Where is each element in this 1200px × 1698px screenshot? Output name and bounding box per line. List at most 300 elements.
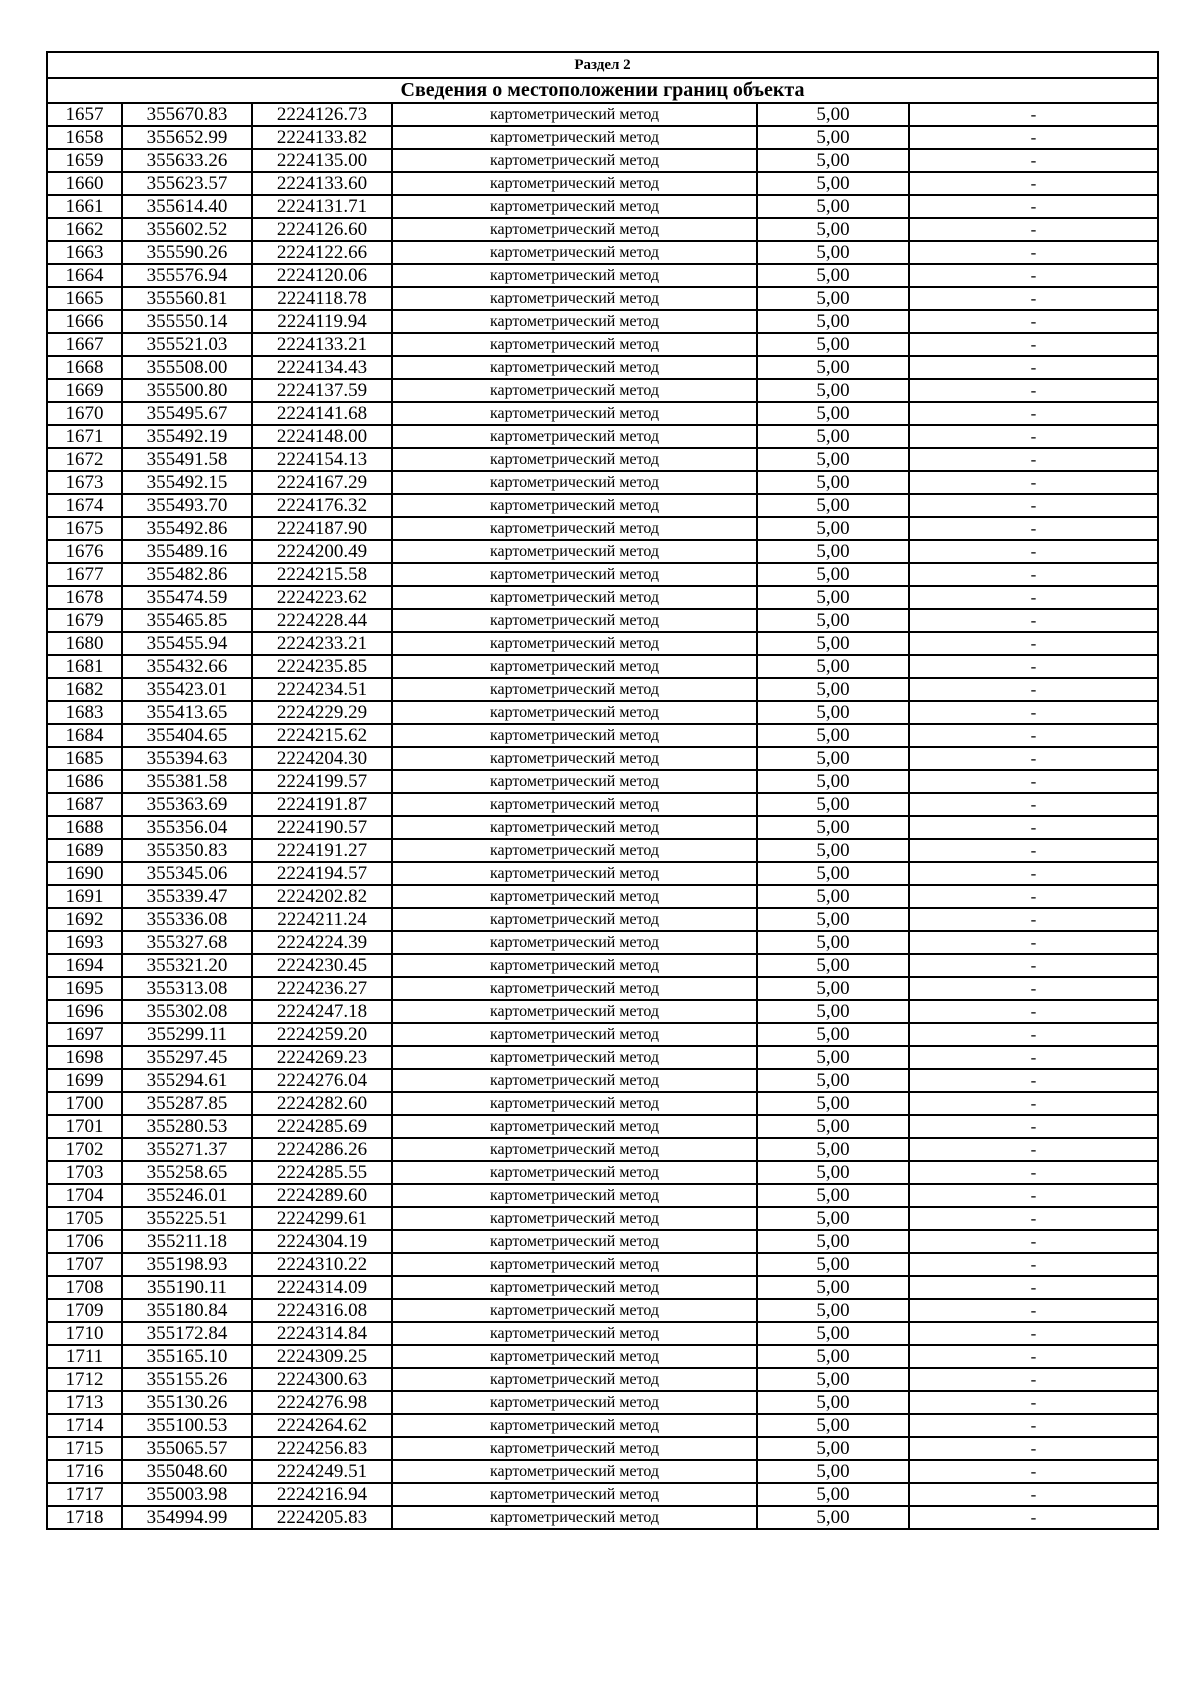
point-number-cell: 1685 bbox=[47, 747, 122, 770]
y-coordinate-cell: 2224200.49 bbox=[252, 540, 392, 563]
x-coordinate-cell: 355623.57 bbox=[122, 172, 252, 195]
x-coordinate-cell: 355345.06 bbox=[122, 862, 252, 885]
point-number-cell: 1711 bbox=[47, 1345, 122, 1368]
table-row bbox=[47, 977, 1158, 1000]
x-coordinate-cell: 355297.45 bbox=[122, 1046, 252, 1069]
accuracy-cell: 5,00 bbox=[757, 678, 909, 701]
y-coordinate-cell: 2224133.21 bbox=[252, 333, 392, 356]
description-cell: - bbox=[909, 448, 1158, 471]
x-coordinate-cell: 355321.20 bbox=[122, 954, 252, 977]
accuracy-cell: 5,00 bbox=[757, 379, 909, 402]
method-cell: картометрический метод bbox=[392, 816, 757, 839]
table-row bbox=[47, 402, 1158, 425]
point-number-cell: 1688 bbox=[47, 816, 122, 839]
description-cell: - bbox=[909, 632, 1158, 655]
description-cell: - bbox=[909, 816, 1158, 839]
point-number-cell: 1704 bbox=[47, 1184, 122, 1207]
accuracy-cell: 5,00 bbox=[757, 1483, 909, 1506]
accuracy-cell: 5,00 bbox=[757, 333, 909, 356]
point-number-cell: 1706 bbox=[47, 1230, 122, 1253]
description-cell: - bbox=[909, 1253, 1158, 1276]
table-row bbox=[47, 609, 1158, 632]
method-cell: картометрический метод bbox=[392, 195, 757, 218]
point-number-cell: 1667 bbox=[47, 333, 122, 356]
x-coordinate-cell: 355492.15 bbox=[122, 471, 252, 494]
accuracy-cell: 5,00 bbox=[757, 1299, 909, 1322]
description-cell: - bbox=[909, 770, 1158, 793]
description-cell: - bbox=[909, 954, 1158, 977]
accuracy-cell: 5,00 bbox=[757, 862, 909, 885]
x-coordinate-cell: 355394.63 bbox=[122, 747, 252, 770]
y-coordinate-cell: 2224215.62 bbox=[252, 724, 392, 747]
method-cell: картометрический метод bbox=[392, 448, 757, 471]
method-cell: картометрический метод bbox=[392, 563, 757, 586]
accuracy-cell: 5,00 bbox=[757, 448, 909, 471]
accuracy-cell: 5,00 bbox=[757, 310, 909, 333]
description-cell: - bbox=[909, 931, 1158, 954]
table-row bbox=[47, 563, 1158, 586]
section-title: Раздел 2 bbox=[47, 52, 1158, 78]
description-cell: - bbox=[909, 1000, 1158, 1023]
method-cell: картометрический метод bbox=[392, 471, 757, 494]
y-coordinate-cell: 2224314.09 bbox=[252, 1276, 392, 1299]
accuracy-cell: 5,00 bbox=[757, 793, 909, 816]
y-coordinate-cell: 2224118.78 bbox=[252, 287, 392, 310]
description-cell: - bbox=[909, 1138, 1158, 1161]
method-cell: картометрический метод bbox=[392, 1207, 757, 1230]
x-coordinate-cell: 355413.65 bbox=[122, 701, 252, 724]
accuracy-cell: 5,00 bbox=[757, 1460, 909, 1483]
accuracy-cell: 5,00 bbox=[757, 977, 909, 1000]
description-cell: - bbox=[909, 1506, 1158, 1529]
y-coordinate-cell: 2224199.57 bbox=[252, 770, 392, 793]
description-cell: - bbox=[909, 494, 1158, 517]
point-number-cell: 1707 bbox=[47, 1253, 122, 1276]
description-cell: - bbox=[909, 540, 1158, 563]
table-row bbox=[47, 1483, 1158, 1506]
point-number-cell: 1665 bbox=[47, 287, 122, 310]
x-coordinate-cell: 355003.98 bbox=[122, 1483, 252, 1506]
method-cell: картометрический метод bbox=[392, 1138, 757, 1161]
table-row bbox=[47, 494, 1158, 517]
table-row bbox=[47, 379, 1158, 402]
method-cell: картометрический метод bbox=[392, 954, 757, 977]
x-coordinate-cell: 355350.83 bbox=[122, 839, 252, 862]
x-coordinate-cell: 355225.51 bbox=[122, 1207, 252, 1230]
table-row bbox=[47, 1138, 1158, 1161]
method-cell: картометрический метод bbox=[392, 264, 757, 287]
y-coordinate-cell: 2224141.68 bbox=[252, 402, 392, 425]
description-cell: - bbox=[909, 333, 1158, 356]
y-coordinate-cell: 2224122.66 bbox=[252, 241, 392, 264]
point-number-cell: 1699 bbox=[47, 1069, 122, 1092]
x-coordinate-cell: 355190.11 bbox=[122, 1276, 252, 1299]
point-number-cell: 1669 bbox=[47, 379, 122, 402]
accuracy-cell: 5,00 bbox=[757, 1138, 909, 1161]
x-coordinate-cell: 355339.47 bbox=[122, 885, 252, 908]
table-row bbox=[47, 1115, 1158, 1138]
x-coordinate-cell: 355670.83 bbox=[122, 103, 252, 126]
accuracy-cell: 5,00 bbox=[757, 218, 909, 241]
x-coordinate-cell: 355100.53 bbox=[122, 1414, 252, 1437]
x-coordinate-cell: 355474.59 bbox=[122, 586, 252, 609]
table-row bbox=[47, 655, 1158, 678]
accuracy-cell: 5,00 bbox=[757, 609, 909, 632]
method-cell: картометрический метод bbox=[392, 1069, 757, 1092]
description-cell: - bbox=[909, 356, 1158, 379]
y-coordinate-cell: 2224299.61 bbox=[252, 1207, 392, 1230]
description-cell: - bbox=[909, 1437, 1158, 1460]
table-row bbox=[47, 1161, 1158, 1184]
method-cell: картометрический метод bbox=[392, 494, 757, 517]
y-coordinate-cell: 2224229.29 bbox=[252, 701, 392, 724]
description-cell: - bbox=[909, 195, 1158, 218]
table-row bbox=[47, 448, 1158, 471]
description-cell: - bbox=[909, 425, 1158, 448]
method-cell: картометрический метод bbox=[392, 126, 757, 149]
accuracy-cell: 5,00 bbox=[757, 195, 909, 218]
x-coordinate-cell: 355492.19 bbox=[122, 425, 252, 448]
accuracy-cell: 5,00 bbox=[757, 1506, 909, 1529]
table-row bbox=[47, 264, 1158, 287]
x-coordinate-cell: 355521.03 bbox=[122, 333, 252, 356]
method-cell: картометрический метод bbox=[392, 1161, 757, 1184]
x-coordinate-cell: 355155.26 bbox=[122, 1368, 252, 1391]
description-cell: - bbox=[909, 839, 1158, 862]
method-cell: картометрический метод bbox=[392, 517, 757, 540]
method-cell: картометрический метод bbox=[392, 218, 757, 241]
table-row bbox=[47, 195, 1158, 218]
table-row bbox=[47, 1000, 1158, 1023]
description-cell: - bbox=[909, 563, 1158, 586]
method-cell: картометрический метод bbox=[392, 609, 757, 632]
method-cell: картометрический метод bbox=[392, 793, 757, 816]
accuracy-cell: 5,00 bbox=[757, 264, 909, 287]
description-cell: - bbox=[909, 264, 1158, 287]
table-row bbox=[47, 931, 1158, 954]
table-row bbox=[47, 1368, 1158, 1391]
accuracy-cell: 5,00 bbox=[757, 126, 909, 149]
y-coordinate-cell: 2224211.24 bbox=[252, 908, 392, 931]
y-coordinate-cell: 2224202.82 bbox=[252, 885, 392, 908]
accuracy-cell: 5,00 bbox=[757, 103, 909, 126]
point-number-cell: 1668 bbox=[47, 356, 122, 379]
x-coordinate-cell: 355493.70 bbox=[122, 494, 252, 517]
method-cell: картометрический метод bbox=[392, 149, 757, 172]
description-cell: - bbox=[909, 172, 1158, 195]
point-number-cell: 1698 bbox=[47, 1046, 122, 1069]
accuracy-cell: 5,00 bbox=[757, 1414, 909, 1437]
x-coordinate-cell: 355500.80 bbox=[122, 379, 252, 402]
x-coordinate-cell: 355381.58 bbox=[122, 770, 252, 793]
point-number-cell: 1659 bbox=[47, 149, 122, 172]
method-cell: картометрический метод bbox=[392, 632, 757, 655]
point-number-cell: 1703 bbox=[47, 1161, 122, 1184]
x-coordinate-cell: 355246.01 bbox=[122, 1184, 252, 1207]
x-coordinate-cell: 355299.11 bbox=[122, 1023, 252, 1046]
description-cell: - bbox=[909, 1230, 1158, 1253]
boundary-coordinates-table bbox=[46, 51, 1159, 1530]
point-number-cell: 1662 bbox=[47, 218, 122, 241]
table-row bbox=[47, 471, 1158, 494]
table-row bbox=[47, 356, 1158, 379]
point-number-cell: 1664 bbox=[47, 264, 122, 287]
y-coordinate-cell: 2224204.30 bbox=[252, 747, 392, 770]
point-number-cell: 1713 bbox=[47, 1391, 122, 1414]
y-coordinate-cell: 2224131.71 bbox=[252, 195, 392, 218]
y-coordinate-cell: 2224310.22 bbox=[252, 1253, 392, 1276]
description-cell: - bbox=[909, 609, 1158, 632]
accuracy-cell: 5,00 bbox=[757, 632, 909, 655]
point-number-cell: 1690 bbox=[47, 862, 122, 885]
table-body bbox=[47, 52, 1158, 1529]
accuracy-cell: 5,00 bbox=[757, 287, 909, 310]
y-coordinate-cell: 2224126.73 bbox=[252, 103, 392, 126]
point-number-cell: 1673 bbox=[47, 471, 122, 494]
table-row bbox=[47, 540, 1158, 563]
y-coordinate-cell: 2224304.19 bbox=[252, 1230, 392, 1253]
point-number-cell: 1714 bbox=[47, 1414, 122, 1437]
method-cell: картометрический метод bbox=[392, 1483, 757, 1506]
y-coordinate-cell: 2224259.20 bbox=[252, 1023, 392, 1046]
accuracy-cell: 5,00 bbox=[757, 1207, 909, 1230]
x-coordinate-cell: 355576.94 bbox=[122, 264, 252, 287]
point-number-cell: 1695 bbox=[47, 977, 122, 1000]
point-number-cell: 1710 bbox=[47, 1322, 122, 1345]
y-coordinate-cell: 2224228.44 bbox=[252, 609, 392, 632]
method-cell: картометрический метод bbox=[392, 1506, 757, 1529]
description-cell: - bbox=[909, 126, 1158, 149]
method-cell: картометрический метод bbox=[392, 310, 757, 333]
description-cell: - bbox=[909, 885, 1158, 908]
point-number-cell: 1696 bbox=[47, 1000, 122, 1023]
y-coordinate-cell: 2224137.59 bbox=[252, 379, 392, 402]
table-row bbox=[47, 218, 1158, 241]
description-cell: - bbox=[909, 1414, 1158, 1437]
accuracy-cell: 5,00 bbox=[757, 1322, 909, 1345]
table-row bbox=[47, 862, 1158, 885]
description-cell: - bbox=[909, 1207, 1158, 1230]
y-coordinate-cell: 2224233.21 bbox=[252, 632, 392, 655]
description-cell: - bbox=[909, 1092, 1158, 1115]
accuracy-cell: 5,00 bbox=[757, 816, 909, 839]
y-coordinate-cell: 2224215.58 bbox=[252, 563, 392, 586]
point-number-cell: 1705 bbox=[47, 1207, 122, 1230]
table-row bbox=[47, 632, 1158, 655]
section-header-row bbox=[47, 52, 1158, 78]
point-number-cell: 1689 bbox=[47, 839, 122, 862]
method-cell: картометрический метод bbox=[392, 1391, 757, 1414]
point-number-cell: 1712 bbox=[47, 1368, 122, 1391]
description-cell: - bbox=[909, 1368, 1158, 1391]
description-cell: - bbox=[909, 379, 1158, 402]
description-cell: - bbox=[909, 724, 1158, 747]
point-number-cell: 1693 bbox=[47, 931, 122, 954]
accuracy-cell: 5,00 bbox=[757, 1368, 909, 1391]
x-coordinate-cell: 355302.08 bbox=[122, 1000, 252, 1023]
table-row bbox=[47, 1069, 1158, 1092]
method-cell: картометрический метод bbox=[392, 356, 757, 379]
y-coordinate-cell: 2224223.62 bbox=[252, 586, 392, 609]
description-cell: - bbox=[909, 977, 1158, 1000]
y-coordinate-cell: 2224187.90 bbox=[252, 517, 392, 540]
x-coordinate-cell: 355482.86 bbox=[122, 563, 252, 586]
method-cell: картометрический метод bbox=[392, 678, 757, 701]
x-coordinate-cell: 355280.53 bbox=[122, 1115, 252, 1138]
description-cell: - bbox=[909, 471, 1158, 494]
x-coordinate-cell: 355614.40 bbox=[122, 195, 252, 218]
point-number-cell: 1716 bbox=[47, 1460, 122, 1483]
table-title: Сведения о местоположении границ объекта bbox=[47, 78, 1158, 103]
y-coordinate-cell: 2224167.29 bbox=[252, 471, 392, 494]
method-cell: картометрический метод bbox=[392, 747, 757, 770]
point-number-cell: 1717 bbox=[47, 1483, 122, 1506]
method-cell: картометрический метод bbox=[392, 1368, 757, 1391]
method-cell: картометрический метод bbox=[392, 701, 757, 724]
y-coordinate-cell: 2224282.60 bbox=[252, 1092, 392, 1115]
point-number-cell: 1701 bbox=[47, 1115, 122, 1138]
table-row bbox=[47, 816, 1158, 839]
x-coordinate-cell: 355633.26 bbox=[122, 149, 252, 172]
y-coordinate-cell: 2224154.13 bbox=[252, 448, 392, 471]
y-coordinate-cell: 2224230.45 bbox=[252, 954, 392, 977]
x-coordinate-cell: 355048.60 bbox=[122, 1460, 252, 1483]
accuracy-cell: 5,00 bbox=[757, 241, 909, 264]
table-row bbox=[47, 954, 1158, 977]
point-number-cell: 1700 bbox=[47, 1092, 122, 1115]
y-coordinate-cell: 2224216.94 bbox=[252, 1483, 392, 1506]
x-coordinate-cell: 355313.08 bbox=[122, 977, 252, 1000]
point-number-cell: 1676 bbox=[47, 540, 122, 563]
x-coordinate-cell: 355356.04 bbox=[122, 816, 252, 839]
description-cell: - bbox=[909, 1345, 1158, 1368]
x-coordinate-cell: 355423.01 bbox=[122, 678, 252, 701]
method-cell: картометрический метод bbox=[392, 1460, 757, 1483]
y-coordinate-cell: 2224289.60 bbox=[252, 1184, 392, 1207]
method-cell: картометрический метод bbox=[392, 1414, 757, 1437]
x-coordinate-cell: 354994.99 bbox=[122, 1506, 252, 1529]
y-coordinate-cell: 2224314.84 bbox=[252, 1322, 392, 1345]
accuracy-cell: 5,00 bbox=[757, 931, 909, 954]
y-coordinate-cell: 2224134.43 bbox=[252, 356, 392, 379]
y-coordinate-cell: 2224234.51 bbox=[252, 678, 392, 701]
accuracy-cell: 5,00 bbox=[757, 540, 909, 563]
y-coordinate-cell: 2224235.85 bbox=[252, 655, 392, 678]
accuracy-cell: 5,00 bbox=[757, 517, 909, 540]
accuracy-cell: 5,00 bbox=[757, 1276, 909, 1299]
y-coordinate-cell: 2224264.62 bbox=[252, 1414, 392, 1437]
accuracy-cell: 5,00 bbox=[757, 885, 909, 908]
x-coordinate-cell: 355180.84 bbox=[122, 1299, 252, 1322]
y-coordinate-cell: 2224276.98 bbox=[252, 1391, 392, 1414]
description-cell: - bbox=[909, 862, 1158, 885]
table-row bbox=[47, 1276, 1158, 1299]
y-coordinate-cell: 2224224.39 bbox=[252, 931, 392, 954]
description-cell: - bbox=[909, 1322, 1158, 1345]
description-cell: - bbox=[909, 517, 1158, 540]
y-coordinate-cell: 2224191.87 bbox=[252, 793, 392, 816]
point-number-cell: 1687 bbox=[47, 793, 122, 816]
x-coordinate-cell: 355489.16 bbox=[122, 540, 252, 563]
point-number-cell: 1661 bbox=[47, 195, 122, 218]
accuracy-cell: 5,00 bbox=[757, 425, 909, 448]
table-row bbox=[47, 839, 1158, 862]
x-coordinate-cell: 355590.26 bbox=[122, 241, 252, 264]
x-coordinate-cell: 355491.58 bbox=[122, 448, 252, 471]
point-number-cell: 1682 bbox=[47, 678, 122, 701]
point-number-cell: 1674 bbox=[47, 494, 122, 517]
table-row bbox=[47, 287, 1158, 310]
table-row bbox=[47, 747, 1158, 770]
table-row bbox=[47, 724, 1158, 747]
y-coordinate-cell: 2224285.69 bbox=[252, 1115, 392, 1138]
table-row bbox=[47, 1046, 1158, 1069]
description-cell: - bbox=[909, 1391, 1158, 1414]
y-coordinate-cell: 2224247.18 bbox=[252, 1000, 392, 1023]
x-coordinate-cell: 355455.94 bbox=[122, 632, 252, 655]
method-cell: картометрический метод bbox=[392, 908, 757, 931]
method-cell: картометрический метод bbox=[392, 1437, 757, 1460]
x-coordinate-cell: 355172.84 bbox=[122, 1322, 252, 1345]
method-cell: картометрический метод bbox=[392, 287, 757, 310]
description-cell: - bbox=[909, 1184, 1158, 1207]
description-cell: - bbox=[909, 103, 1158, 126]
point-number-cell: 1681 bbox=[47, 655, 122, 678]
accuracy-cell: 5,00 bbox=[757, 1230, 909, 1253]
description-cell: - bbox=[909, 1299, 1158, 1322]
description-cell: - bbox=[909, 1069, 1158, 1092]
table-row bbox=[47, 1322, 1158, 1345]
accuracy-cell: 5,00 bbox=[757, 1184, 909, 1207]
point-number-cell: 1660 bbox=[47, 172, 122, 195]
y-coordinate-cell: 2224300.63 bbox=[252, 1368, 392, 1391]
accuracy-cell: 5,00 bbox=[757, 1000, 909, 1023]
accuracy-cell: 5,00 bbox=[757, 1391, 909, 1414]
accuracy-cell: 5,00 bbox=[757, 494, 909, 517]
y-coordinate-cell: 2224269.23 bbox=[252, 1046, 392, 1069]
point-number-cell: 1702 bbox=[47, 1138, 122, 1161]
method-cell: картометрический метод bbox=[392, 1322, 757, 1345]
table-row bbox=[47, 425, 1158, 448]
point-number-cell: 1675 bbox=[47, 517, 122, 540]
accuracy-cell: 5,00 bbox=[757, 402, 909, 425]
table-row bbox=[47, 241, 1158, 264]
x-coordinate-cell: 355130.26 bbox=[122, 1391, 252, 1414]
y-coordinate-cell: 2224119.94 bbox=[252, 310, 392, 333]
y-coordinate-cell: 2224194.57 bbox=[252, 862, 392, 885]
point-number-cell: 1691 bbox=[47, 885, 122, 908]
method-cell: картометрический метод bbox=[392, 1000, 757, 1023]
x-coordinate-cell: 355287.85 bbox=[122, 1092, 252, 1115]
y-coordinate-cell: 2224256.83 bbox=[252, 1437, 392, 1460]
description-cell: - bbox=[909, 1046, 1158, 1069]
method-cell: картометрический метод bbox=[392, 1115, 757, 1138]
accuracy-cell: 5,00 bbox=[757, 586, 909, 609]
point-number-cell: 1718 bbox=[47, 1506, 122, 1529]
accuracy-cell: 5,00 bbox=[757, 908, 909, 931]
accuracy-cell: 5,00 bbox=[757, 1069, 909, 1092]
method-cell: картометрический метод bbox=[392, 724, 757, 747]
accuracy-cell: 5,00 bbox=[757, 839, 909, 862]
table-row bbox=[47, 678, 1158, 701]
y-coordinate-cell: 2224120.06 bbox=[252, 264, 392, 287]
method-cell: картометрический метод bbox=[392, 1276, 757, 1299]
description-cell: - bbox=[909, 908, 1158, 931]
point-number-cell: 1709 bbox=[47, 1299, 122, 1322]
table-row bbox=[47, 1414, 1158, 1437]
x-coordinate-cell: 355652.99 bbox=[122, 126, 252, 149]
x-coordinate-cell: 355271.37 bbox=[122, 1138, 252, 1161]
